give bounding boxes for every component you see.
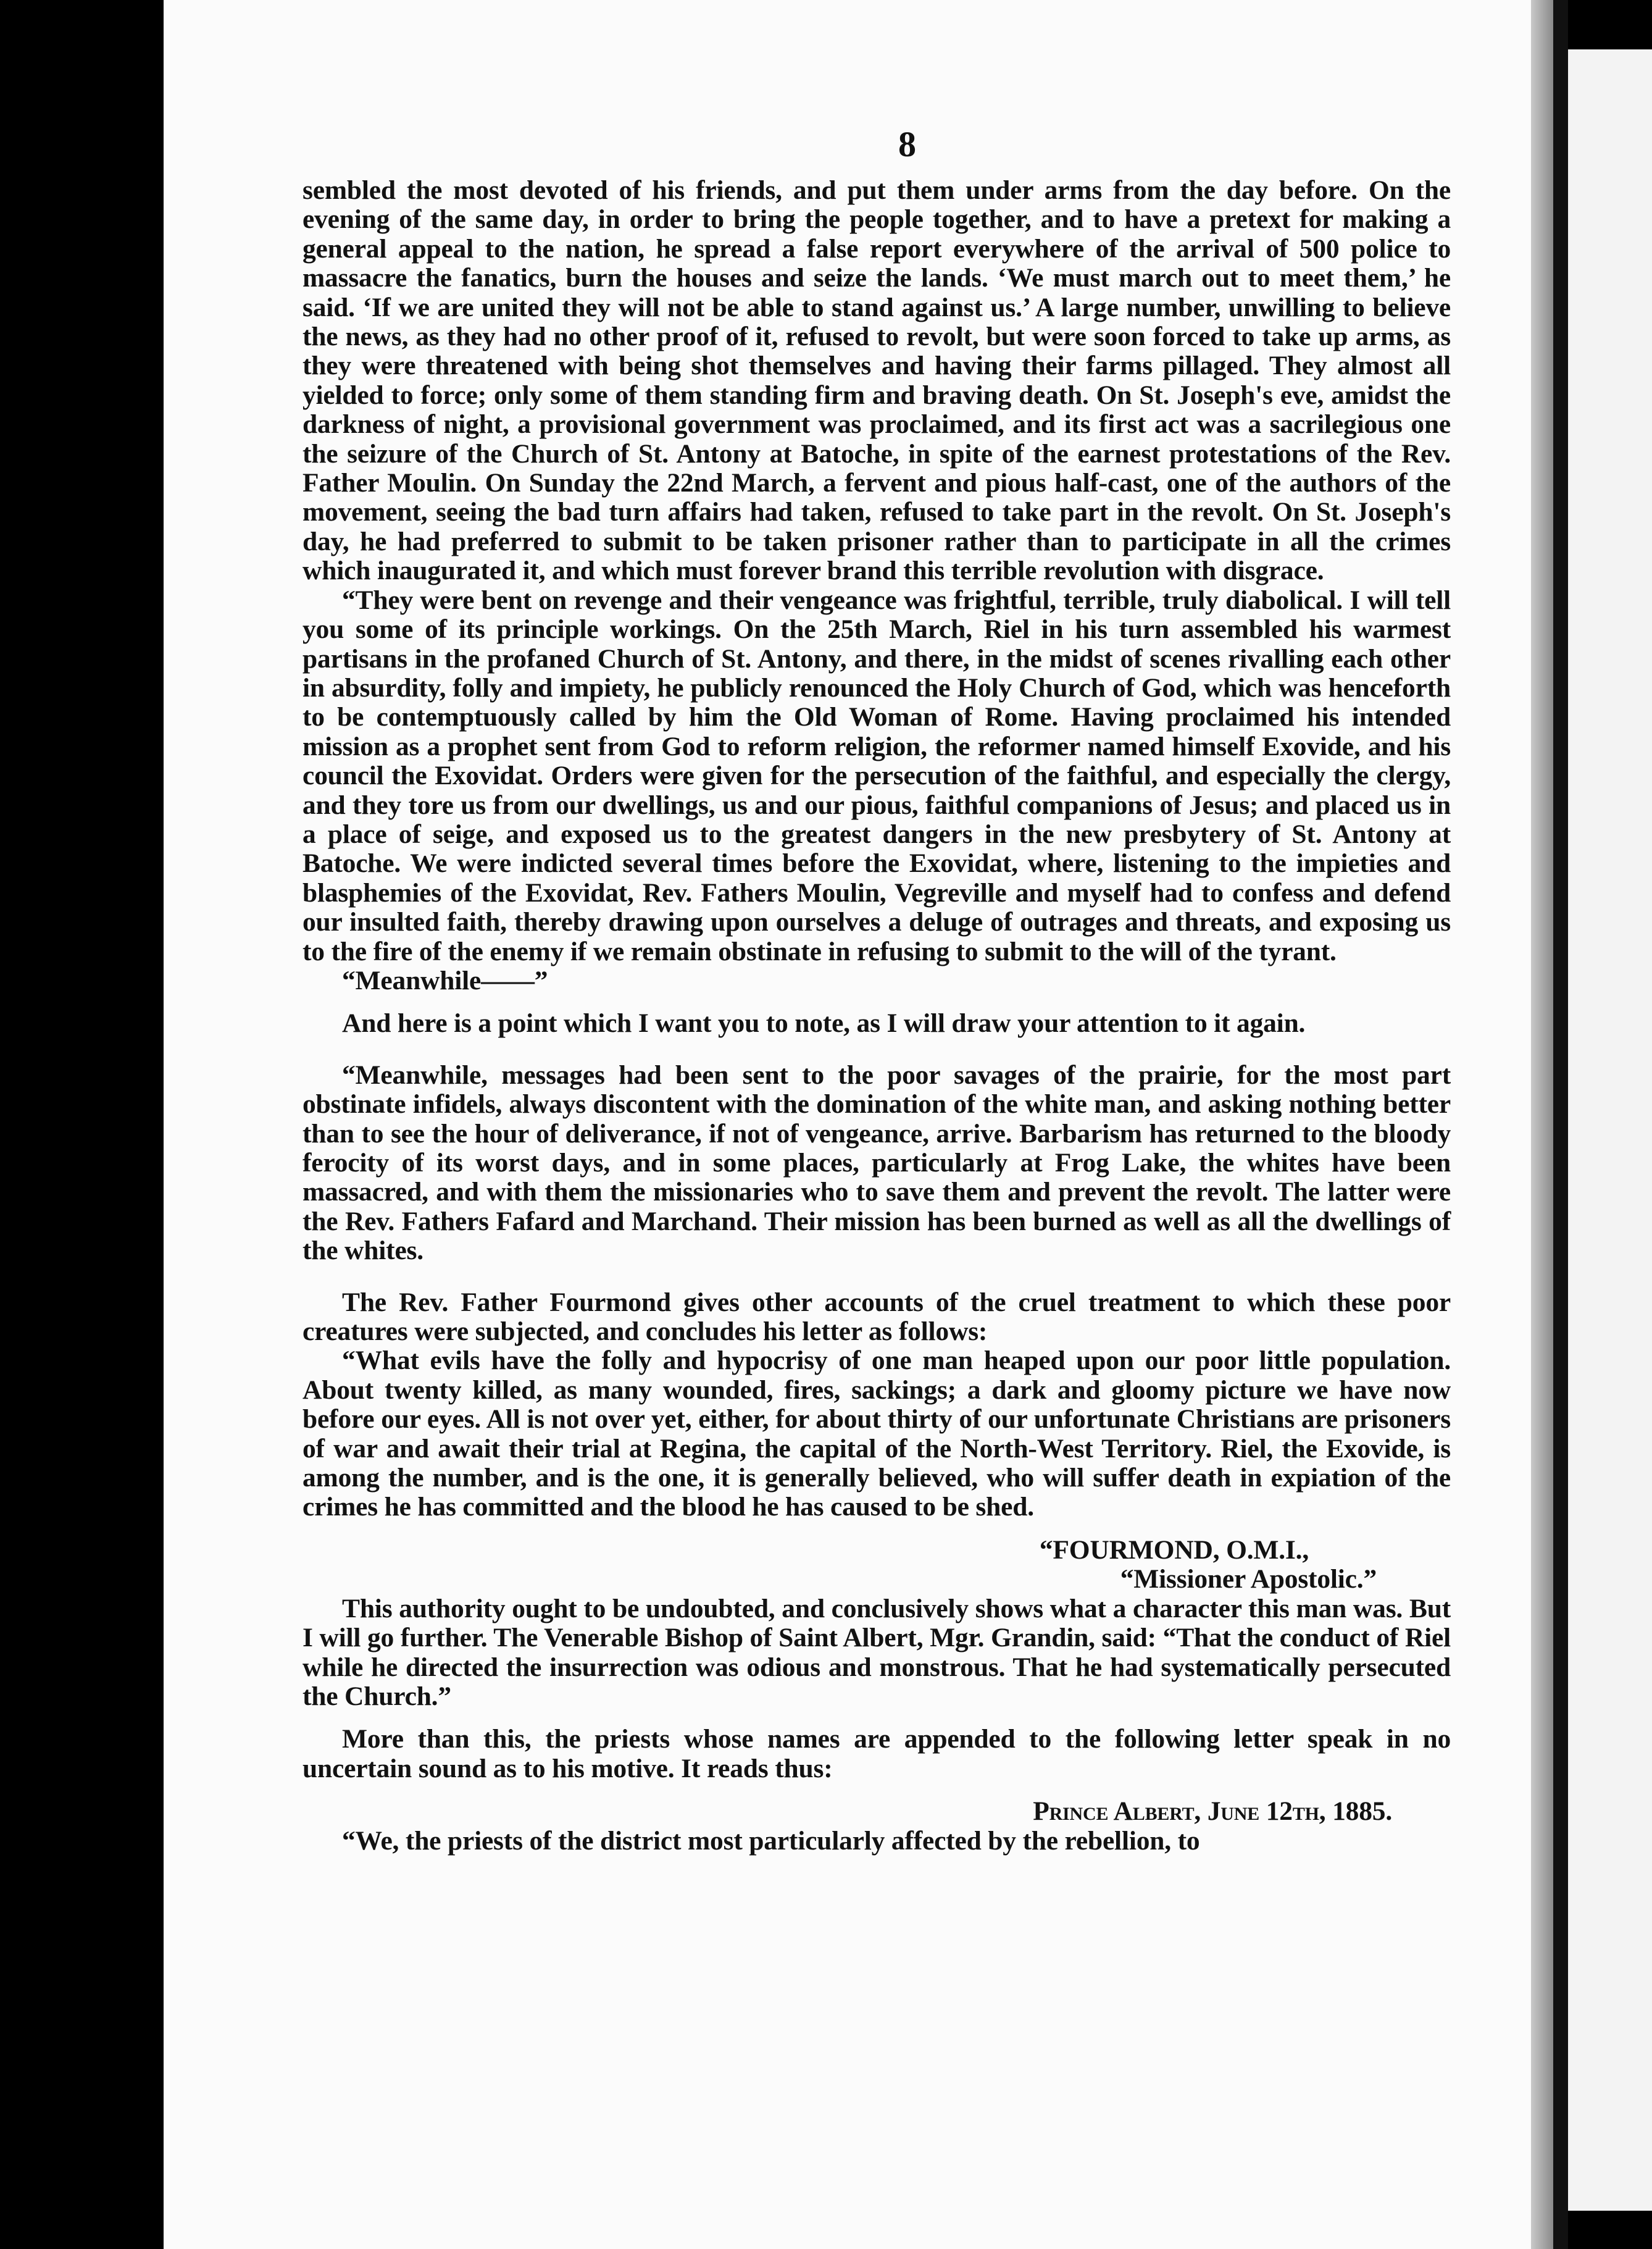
signature-title: “Missioner Apostolic.” <box>1120 1564 1377 1594</box>
paragraph: “Meanwhile——” <box>342 965 548 995</box>
paragraph: “We, the priests of the district most particularly affected by the rebellion, to <box>342 1825 1200 1856</box>
paragraph: This authority ought to be undoubted, and conclusively shows what a character this man was. But I will go further. The Venerable Bishop of Saint Albert, Mgr. Grandin, said: “That the conduct of Riel while he directed the insurrection was odious and monstrous. That he had systematically persecuted the Church.” <box>302 1593 1451 1711</box>
paragraph: More than this, the priests whose names are appended to the following letter speak in no uncertain sound as to his motive. It reads thus: <box>302 1724 1451 1783</box>
adjacent-page <box>1568 49 1652 2211</box>
page-number: 8 <box>898 124 916 164</box>
signature-name: “FOURMOND, O.M.I., <box>1039 1535 1309 1565</box>
page-gutter-shadow <box>1531 0 1553 2249</box>
paragraph: And here is a point which I want you to note, as I will draw your attention to it again. <box>342 1008 1306 1039</box>
paragraph: The Rev. Father Fourmond gives other accounts of the cruel treatment to which these poor creatures were subjected, and concludes his letter as follows: <box>302 1287 1451 1347</box>
body-text <box>302 176 1451 1856</box>
letter-dateline: Prince Albert, June 12th, 1885. <box>1033 1796 1392 1827</box>
paragraph: sembled the most devoted of his friends, and put them under arms from the day before. On the evening of the same day, in order to bring the people together, and to have a pretext for making a general appeal to the nation, he spread a false report everywhere of the arrival of 500 police to massacre the fanatics, burn the houses and seize the lands. ‘We must march out to meet them,’ he said. ‘If we are united they will not be able to stand against us.’ A large number, unwilling to believe the news, as they had no other proof of it, refused to revolt, but were soon forced to take up arms, as they were threatened with being shot themselves and having their farms pillaged. They almost all yielded to force; only some of them standing firm and braving death. On St. Joseph's eve, amidst the darkness of night, a provisional government was proclaimed, and its first act was a sacrilegious one the seizure of the Church of St. Antony at Batoche, in spite of the earnest protestations of the Rev. Father Moulin. On Sunday the 22nd March, a fervent and pious half-cast, one of the authors of the movement, seeing the bad turn affairs had taken, refused to take part in the revolt. On St. Joseph's day, he had preferred to submit to be taken prisoner rather than to participate in all the crimes which inaugurated it, and which must forever brand this terrible revolution with disgrace. <box>302 175 1451 586</box>
adjacent-page-edge <box>1553 0 1568 2249</box>
paragraph: “They were bent on revenge and their vengeance was frightful, terrible, truly diabolical. I will tell you some of its principle workings. On the 25th March, Riel in his turn assembled his warmest partisans in the profaned Church of St. Antony, and there, in the midst of scenes rivalling each other in absurdity, folly and impiety, he publicly renounced the Holy Church of God, which was henceforth to be contemptuously called by him the Old Woman of Rome. Having proclaimed his intended mission as a prophet sent from God to reform religion, the reformer named himself Exovide, and his council the Exovidat. Orders were given for the persecution of the faithful, and especially the clergy, and they tore us from our dwellings, us and our pious, faithful companions of Jesus; and placed us in a place of seige, and exposed us to the greatest dangers in the new presbytery of St. Antony at Batoche. We were indicted several times before the Exovidat, where, listening to the impieties and blasphemies of the Exovidat, Rev. Fathers Moulin, Vegreville and myself had to confess and defend our insulted faith, thereby drawing upon ourselves a deluge of outrages and threats, and exposing us to the fire of the enemy if we remain obstinate in refusing to submit to the will of the tyrant. <box>302 585 1451 966</box>
paragraph: “Meanwhile, messages had been sent to the poor savages of the prairie, for the most part obstinate infidels, always discontent with the domination of the white man, and asking nothing better than to see the hour of deliverance, if not of vengeance, arrive. Barbarism has returned to the bloody ferocity of its worst days, and in some places, particularly at Frog Lake, the whites have been massacred, and with them the missionaries who to save them and prevent the revolt. The latter were the Rev. Fathers Fafard and Marchand. Their mission has been burned as well as all the dwellings of the whites. <box>302 1060 1451 1266</box>
paragraph: “What evils have the folly and hypocrisy of one man heaped upon our poor little population. About twenty killed, as many wounded, fires, sackings; a dark and gloomy picture we have now before our eyes. All is not over yet, either, for about thirty of our unfortunate Christians are prisoners of war and await their trial at Regina, the capital of the North-West Territory. Riel, the Exovide, is among the number, and is the one, it is generally believed, who will suffer death in expiation of the crimes he has committed and the blood he has caused to be shed. <box>302 1346 1451 1522</box>
